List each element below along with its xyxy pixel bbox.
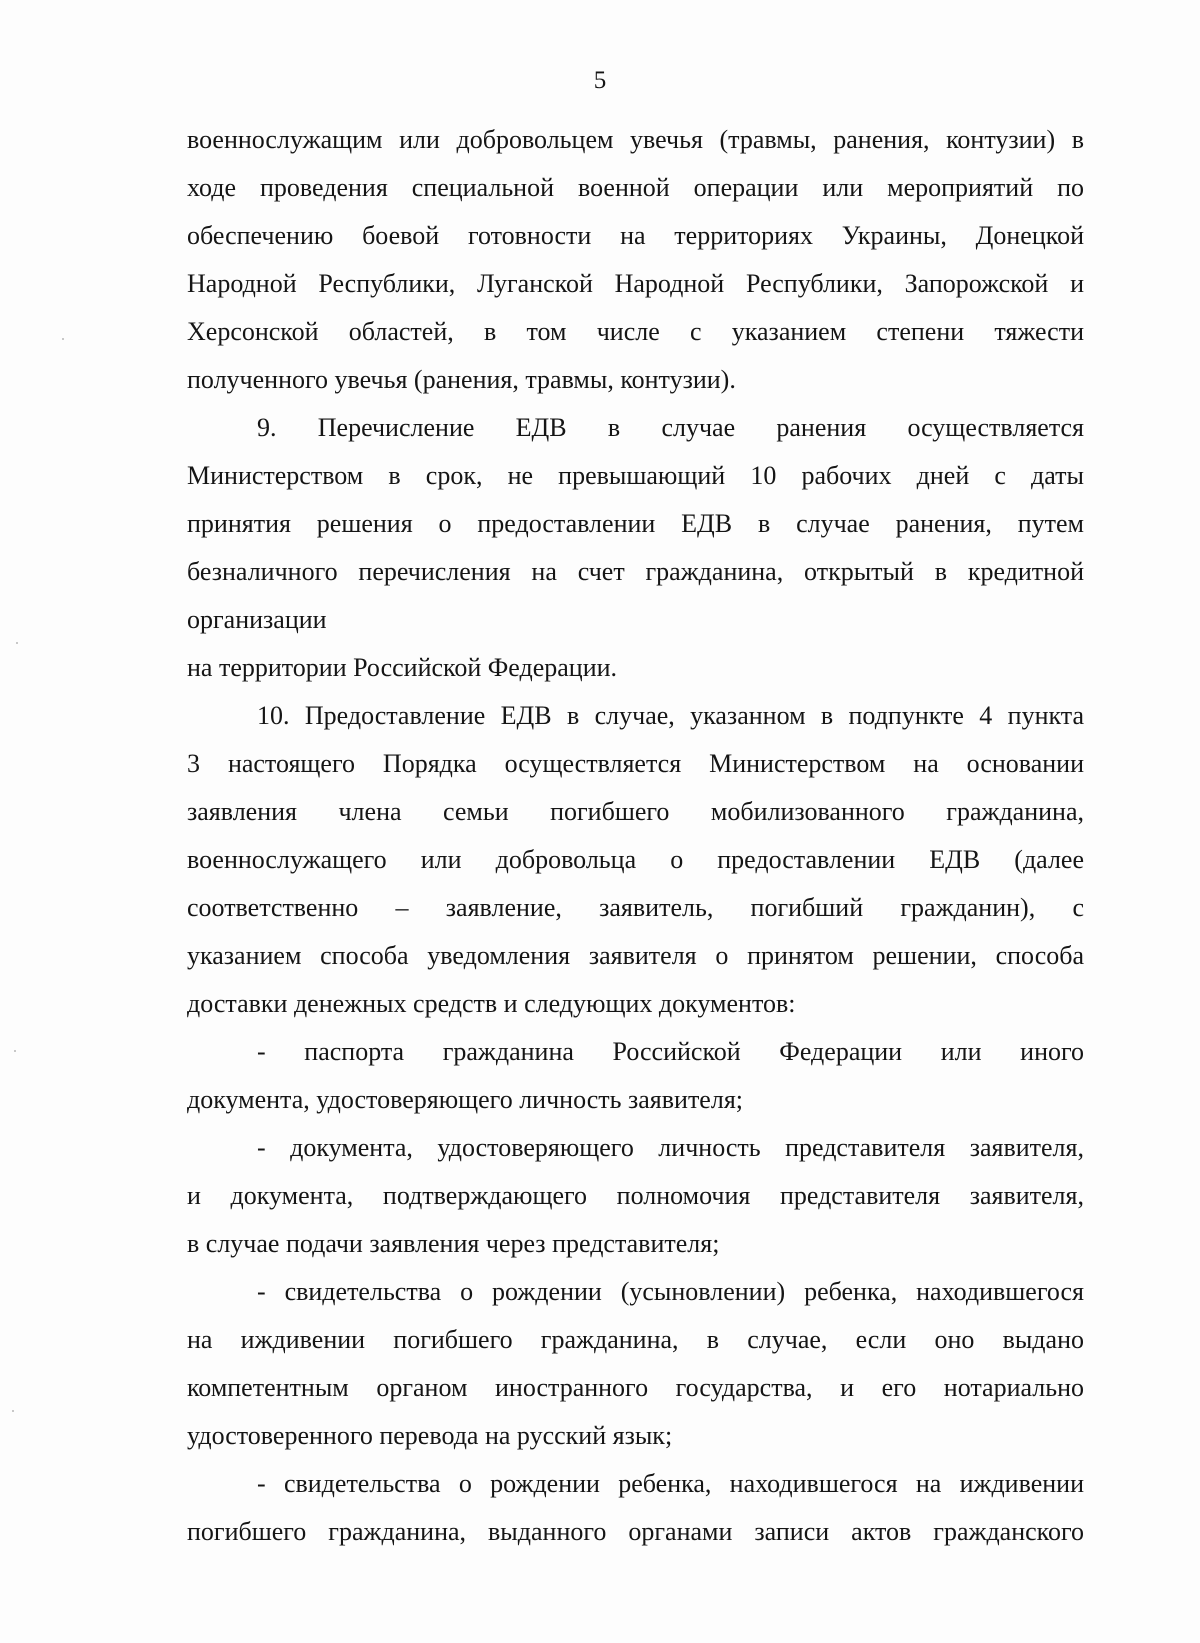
text-line: на иждивении погибшего гражданина, в случае, если оно выдано: [187, 1325, 1084, 1354]
text-line: указанием способа уведомления заявителя о принятом решении, способа: [187, 941, 1084, 970]
text-line: погибшего гражданина, выданного органами записи актов гражданского: [187, 1517, 1084, 1546]
text-line: обеспечению боевой готовности на территориях Украины, Донецкой: [187, 221, 1084, 250]
list-item-line: - паспорта гражданина Российской Федерации или иного: [257, 1037, 1084, 1066]
text-line: принятия решения о предоставлении ЕДВ в случае ранения, путем: [187, 509, 1084, 538]
document-body: [187, 116, 1084, 1556]
scan-speck: [62, 338, 64, 340]
text-line: Народной Республики, Луганской Народной Республики, Запорожской и: [187, 269, 1084, 298]
scan-speck: [14, 1050, 16, 1052]
text-line: военнослужащего или добровольца о предоставлении ЕДВ (далее: [187, 845, 1084, 874]
text-line: ходе проведения специальной военной операции или мероприятий по: [187, 173, 1084, 202]
scan-speck: [12, 1410, 14, 1412]
text-line: военнослужащим или добровольцем увечья (травмы, ранения, контузии) в: [187, 125, 1084, 154]
scan-speck: [16, 642, 18, 644]
text-line: в случае подачи заявления через представителя;: [187, 1229, 720, 1258]
text-line: полученного увечья (ранения, травмы, контузии).: [187, 365, 736, 394]
text-line: и документа, подтверждающего полномочия представителя заявителя,: [187, 1181, 1084, 1210]
text-line: безналичного перечисления на счет гражданина, открытый в кредитной: [187, 557, 1084, 586]
text-line: организации: [187, 605, 327, 634]
text-line: на территории Российской Федерации.: [187, 653, 618, 682]
text-line: удостоверенного перевода на русский язык;: [187, 1421, 673, 1450]
paragraph-10-line: 10. Предоставление ЕДВ в случае, указанном в подпункте 4 пункта: [257, 701, 1084, 730]
text-line: документа, удостоверяющего личность заявителя;: [187, 1085, 744, 1114]
text-line: Херсонской областей, в том числе с указанием степени тяжести: [187, 317, 1084, 346]
list-item-line: - документа, удостоверяющего личность представителя заявителя,: [257, 1133, 1084, 1162]
list-item-line: - свидетельства о рождении (усыновлении) ребенка, находившегося: [257, 1277, 1084, 1306]
text-line: заявления члена семьи погибшего мобилизованного гражданина,: [187, 797, 1084, 826]
text-line: Министерством в срок, не превышающий 10 рабочих дней с даты: [187, 461, 1084, 490]
list-item-line: - свидетельства о рождении ребенка, находившегося на иждивении: [257, 1469, 1084, 1498]
text-line: доставки денежных средств и следующих документов:: [187, 989, 796, 1018]
text-line: соответственно – заявление, заявитель, погибший гражданин), с: [187, 893, 1084, 922]
text-line: компетентным органом иностранного государства, и его нотариально: [187, 1373, 1084, 1402]
page-number: 5: [593, 67, 607, 94]
paragraph-9-line: 9. Перечисление ЕДВ в случае ранения осуществляется: [257, 413, 1084, 442]
text-line: 3 настоящего Порядка осуществляется Министерством на основании: [187, 749, 1084, 778]
